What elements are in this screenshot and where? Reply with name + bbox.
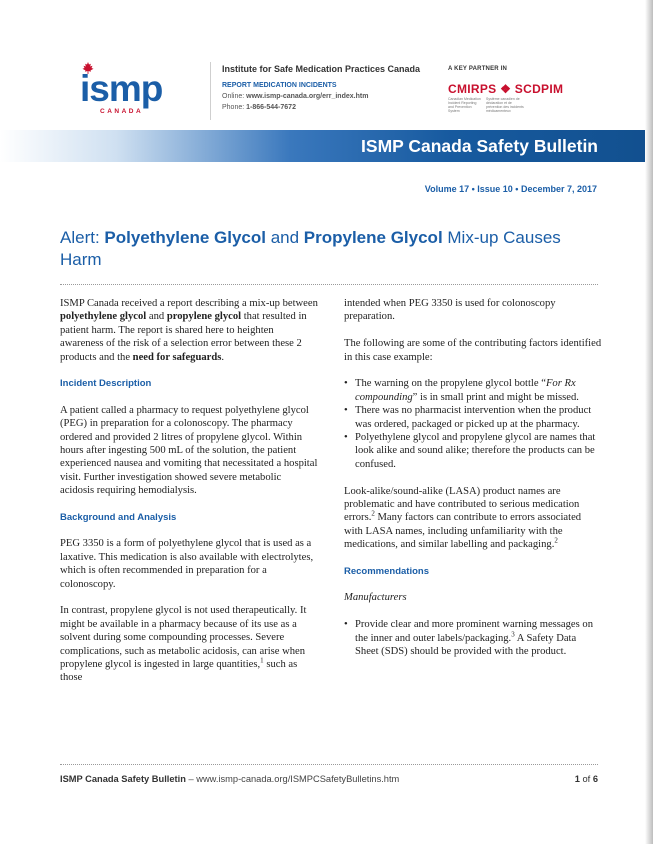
online-line bbox=[222, 91, 420, 102]
lasa-footnote-ref-1: 2 bbox=[371, 509, 375, 518]
report-label: REPORT MEDICATION INCIDENTS bbox=[222, 82, 337, 89]
contrast-footnote-ref: 1 bbox=[260, 656, 264, 665]
intro-bold-3: need for safeguards bbox=[132, 351, 222, 363]
intro-text-2: and bbox=[146, 311, 167, 323]
rec1-footnote-ref: 3 bbox=[511, 630, 515, 639]
logo-wordmark: ismp bbox=[80, 68, 163, 109]
footer-divider bbox=[60, 764, 598, 765]
contrast-text: In contrast, propylene glycol is not used therapeutically. It might be available in a pharmacy because of its use as a solvent during some compounding processes. Severe complications, such as metabolic acidosis, can arise when propylene glycol is ingested in large quantities, bbox=[60, 605, 307, 671]
ismp-logo bbox=[80, 62, 180, 118]
partner-block bbox=[448, 66, 563, 113]
list-item: • Polyethylene glycol and propylene glycol are names that look alike and sound alike; therefore the products can be confused. bbox=[344, 431, 602, 471]
title-prefix: Alert: bbox=[60, 228, 105, 247]
cmirps-wordmark: CMIRPS ❖ SCDPIM bbox=[448, 82, 564, 96]
contrast-paragraph bbox=[60, 604, 318, 684]
intro-bold-2: propylene glycol bbox=[166, 311, 242, 323]
cmirps-logo bbox=[448, 82, 563, 113]
left-column bbox=[60, 297, 318, 698]
manufacturers-label: Manufacturers bbox=[344, 592, 407, 604]
lasa-text-b: Many factors can contribute to errors associated with LASA names, including unfamiliarity with the medications, and similar labelling and packaging. bbox=[344, 512, 582, 551]
phone-label: Phone: bbox=[222, 104, 245, 111]
page-current: 1 bbox=[574, 774, 580, 784]
recommendations-list bbox=[344, 618, 602, 658]
page-footer bbox=[60, 774, 598, 784]
incident-paragraph: A patient called a pharmacy to request polyethylene glycol (PEG) in preparation for a colonoscopy. The pharmacy ordered and provided 2 litres of propylene glycol. Within hours after ingesting 500 mL of the solution, the patient experienced nausea and vomiting that necessitated a hospital visit. Further investigation showed severe metabolic acidosis requiring hemodialysis. bbox=[60, 404, 318, 497]
factor1-text-b: ” is in small print and might be missed. bbox=[412, 391, 579, 403]
intro-bold-1: polyethylene glycol bbox=[60, 311, 147, 323]
banner-title: ISMP Canada Safety Bulletin bbox=[361, 136, 598, 156]
cmirps-sub-en: Canadian Medication Incident Reporting and Prevention System bbox=[448, 97, 481, 113]
lasa-text-a: Look-alike/sound-alike (LASA) product names are problematic and have contributed to serious medication errors. bbox=[344, 485, 580, 524]
list-item: • There was no pharmacist intervention when the product was ordered, packaged or picked up at the pharmacy. bbox=[344, 404, 602, 431]
rec1-text-a: Provide clear and more prominent warning messages on the inner and outer labels/packaging. bbox=[355, 619, 593, 644]
partner-label: A KEY PARTNER IN bbox=[448, 66, 508, 72]
online-link[interactable]: www.ismp-canada.org/err_index.htm bbox=[246, 93, 369, 100]
header-divider bbox=[210, 62, 211, 120]
institute-info bbox=[222, 64, 420, 113]
logo-subtitle: CANADA bbox=[100, 108, 144, 115]
lasa-paragraph bbox=[344, 485, 602, 552]
intro-text-1: ISMP Canada received a report describing a mix-up between bbox=[60, 298, 318, 309]
background-heading: Background and Analysis bbox=[60, 512, 177, 524]
recommendations-heading: Recommendations bbox=[344, 566, 429, 578]
footer-separator: – bbox=[185, 774, 197, 784]
page-number bbox=[575, 774, 598, 784]
factor1-italic: For Rx compounding bbox=[355, 378, 576, 403]
intro-paragraph bbox=[60, 297, 318, 364]
page-total: 6 bbox=[592, 774, 598, 784]
lasa-footnote-ref-2: 2 bbox=[554, 536, 558, 545]
factors-intro: The following are some of the contributing factors identified in this case example: bbox=[344, 338, 602, 363]
rec1-text-b: A Safety Data Sheet (SDS) should be provided with the product. bbox=[355, 632, 577, 658]
list-item bbox=[344, 618, 602, 658]
institute-name: Institute for Safe Medication Practices Canada bbox=[222, 64, 421, 74]
title-drug1: Polyethylene Glycol bbox=[104, 228, 266, 247]
phone-number: 1-866-544-7672 bbox=[246, 104, 296, 111]
title-suffix: Mix-up Causes Harm bbox=[60, 228, 561, 269]
page-of: of bbox=[579, 774, 593, 784]
background-paragraph: PEG 3350 is a form of polyethylene glycol that is used as a laxative. This medication is also available with electrolytes, which is often recommended in preparation for a colonoscopy. bbox=[60, 538, 314, 590]
factor1-text-a: The warning on the propylene glycol bottle “ bbox=[355, 378, 546, 390]
phone-line bbox=[222, 102, 420, 113]
title-divider bbox=[60, 284, 598, 285]
intro-text-3: that resulted in patient harm. The report is shared here to heighten awareness of the risk of a selection error between these 2 products and the bbox=[60, 311, 307, 363]
continued-paragraph: intended when PEG 3350 is used for colonoscopy preparation. bbox=[344, 298, 556, 323]
issue-info: Volume 17 • Issue 10 • December 7, 2017 bbox=[424, 184, 597, 194]
online-label: Online: bbox=[222, 93, 245, 100]
article-title bbox=[60, 227, 580, 271]
intro-text-4: . bbox=[221, 351, 224, 363]
cmirps-sub-fr: Système canadien de déclaration et de prévention des incidents médicamenteux bbox=[486, 97, 524, 113]
factors-list bbox=[344, 377, 602, 471]
list-item bbox=[344, 377, 602, 404]
right-column bbox=[344, 297, 602, 672]
page-edge-shadow bbox=[645, 0, 653, 844]
title-drug2: Propylene Glycol bbox=[303, 228, 443, 247]
incident-heading: Incident Description bbox=[60, 378, 152, 390]
contrast-tail: such as those bbox=[60, 659, 298, 684]
bulletin-banner bbox=[0, 130, 645, 162]
footer-title: ISMP Canada Safety Bulletin bbox=[60, 774, 186, 784]
footer-url[interactable]: www.ismp-canada.org/ISMPCSafetyBulletins.htm bbox=[196, 774, 400, 784]
title-and: and bbox=[265, 228, 304, 247]
